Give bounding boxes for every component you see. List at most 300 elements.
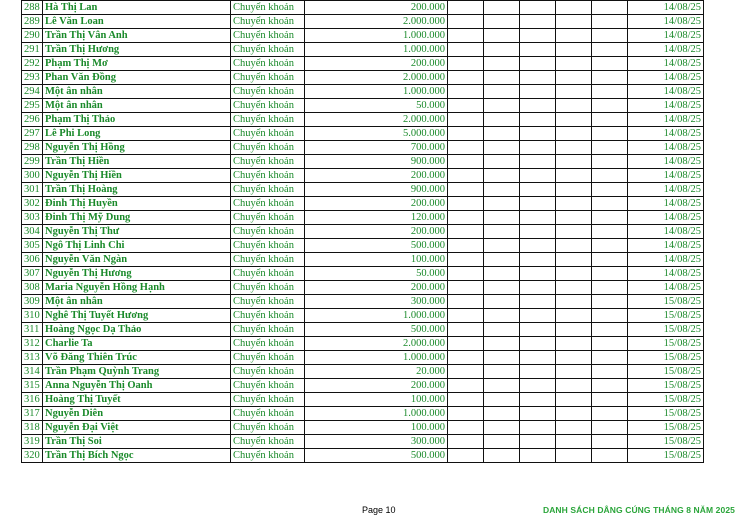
row-number: 313 [22,351,43,365]
donor-name: Nguyễn Thị Hiền [43,169,231,183]
empty-cell [484,183,520,197]
payment-method: Chuyển khoản [231,15,305,29]
donor-name: Anna Nguyễn Thị Oanh [43,379,231,393]
empty-cell [448,99,484,113]
donation-date: 15/08/25 [628,295,704,309]
table-row [22,449,704,463]
amount: 120.000 [305,211,448,225]
table-row [22,351,704,365]
empty-cell [448,155,484,169]
empty-cell [520,71,556,85]
table-row [22,309,704,323]
empty-cell [556,57,592,71]
donor-name: Nguyễn Thị Thư [43,225,231,239]
amount: 1.000.000 [305,407,448,421]
payment-method: Chuyển khoản [231,197,305,211]
table-row [22,43,704,57]
empty-cell [484,379,520,393]
empty-cell [520,43,556,57]
empty-cell [448,295,484,309]
payment-method: Chuyển khoản [231,421,305,435]
empty-cell [520,99,556,113]
donor-name: Trần Thị Hương [43,43,231,57]
donor-name: Ngô Thị Linh Chi [43,239,231,253]
empty-cell [448,127,484,141]
donation-table [21,0,704,463]
empty-cell [592,127,628,141]
empty-cell [520,29,556,43]
donation-date: 14/08/25 [628,85,704,99]
table-row [22,393,704,407]
amount: 500.000 [305,449,448,463]
empty-cell [484,57,520,71]
empty-cell [484,29,520,43]
payment-method: Chuyển khoản [231,169,305,183]
empty-cell [484,15,520,29]
empty-cell [556,197,592,211]
empty-cell [484,281,520,295]
payment-method: Chuyển khoản [231,449,305,463]
empty-cell [484,127,520,141]
table-row [22,295,704,309]
empty-cell [592,197,628,211]
row-number: 315 [22,379,43,393]
amount: 2.000.000 [305,71,448,85]
donor-name: Trần Phạm Quỳnh Trang [43,365,231,379]
table-row [22,113,704,127]
empty-cell [556,43,592,57]
empty-cell [520,323,556,337]
empty-cell [592,351,628,365]
row-number: 314 [22,365,43,379]
empty-cell [556,211,592,225]
empty-cell [448,211,484,225]
row-number: 297 [22,127,43,141]
donor-name: Nguyễn Thị Hồng [43,141,231,155]
empty-cell [556,253,592,267]
amount: 200.000 [305,379,448,393]
empty-cell [520,197,556,211]
empty-cell [556,281,592,295]
empty-cell [592,183,628,197]
empty-cell [592,295,628,309]
donor-name: Nguyễn Thị Hương [43,267,231,281]
empty-cell [556,29,592,43]
empty-cell [484,365,520,379]
empty-cell [556,239,592,253]
table-row [22,337,704,351]
empty-cell [520,85,556,99]
empty-cell [556,435,592,449]
donation-date: 14/08/25 [628,1,704,15]
payment-method: Chuyển khoản [231,183,305,197]
empty-cell [520,435,556,449]
donation-date: 14/08/25 [628,155,704,169]
empty-cell [556,309,592,323]
empty-cell [592,281,628,295]
empty-cell [592,29,628,43]
empty-cell [592,407,628,421]
payment-method: Chuyển khoản [231,365,305,379]
empty-cell [448,197,484,211]
donor-name: Võ Đăng Thiên Trúc [43,351,231,365]
donor-name: Đinh Thị Huyền [43,197,231,211]
empty-cell [484,43,520,57]
table-row [22,169,704,183]
amount: 200.000 [305,225,448,239]
empty-cell [556,127,592,141]
empty-cell [484,323,520,337]
empty-cell [448,449,484,463]
payment-method: Chuyển khoản [231,435,305,449]
amount: 200.000 [305,57,448,71]
donation-date: 15/08/25 [628,323,704,337]
amount: 1.000.000 [305,351,448,365]
donation-date: 14/08/25 [628,71,704,85]
empty-cell [556,71,592,85]
empty-cell [520,351,556,365]
payment-method: Chuyển khoản [231,57,305,71]
empty-cell [520,379,556,393]
table-row [22,85,704,99]
document-title: DANH SÁCH DÂNG CÚNG THÁNG 8 NĂM 2025 [542,505,735,515]
empty-cell [520,1,556,15]
empty-cell [520,253,556,267]
table-row [22,239,704,253]
empty-cell [556,295,592,309]
empty-cell [556,393,592,407]
empty-cell [592,211,628,225]
empty-cell [484,407,520,421]
empty-cell [520,295,556,309]
row-number: 309 [22,295,43,309]
amount: 1.000.000 [305,29,448,43]
donor-name: Lê Phi Long [43,127,231,141]
table-row [22,1,704,15]
empty-cell [448,113,484,127]
empty-cell [556,85,592,99]
donation-date: 15/08/25 [628,449,704,463]
empty-cell [592,267,628,281]
donor-name: Phạm Thị Thảo [43,113,231,127]
empty-cell [592,393,628,407]
amount: 900.000 [305,155,448,169]
row-number: 303 [22,211,43,225]
table-row [22,379,704,393]
table-row [22,253,704,267]
table-row [22,127,704,141]
empty-cell [520,281,556,295]
payment-method: Chuyển khoản [231,407,305,421]
donation-date: 14/08/25 [628,239,704,253]
empty-cell [520,169,556,183]
donation-date: 15/08/25 [628,393,704,407]
empty-cell [448,29,484,43]
donation-date: 15/08/25 [628,407,704,421]
empty-cell [448,71,484,85]
donor-name: Nghê Thị Tuyết Hương [43,309,231,323]
amount: 200.000 [305,169,448,183]
amount: 700.000 [305,141,448,155]
row-number: 291 [22,43,43,57]
amount: 100.000 [305,421,448,435]
empty-cell [448,141,484,155]
amount: 1.000.000 [305,85,448,99]
empty-cell [448,351,484,365]
donor-name: Một ân nhân [43,295,231,309]
table-row [22,183,704,197]
empty-cell [592,141,628,155]
row-number: 306 [22,253,43,267]
empty-cell [556,267,592,281]
empty-cell [448,337,484,351]
empty-cell [448,365,484,379]
empty-cell [520,421,556,435]
empty-cell [448,239,484,253]
donation-date: 15/08/25 [628,337,704,351]
empty-cell [556,449,592,463]
empty-cell [592,1,628,15]
empty-cell [592,337,628,351]
amount: 5.000.000 [305,127,448,141]
empty-cell [592,15,628,29]
empty-cell [484,253,520,267]
empty-cell [448,309,484,323]
empty-cell [520,393,556,407]
empty-cell [484,155,520,169]
empty-cell [484,337,520,351]
empty-cell [448,435,484,449]
empty-cell [484,393,520,407]
donation-date: 14/08/25 [628,99,704,113]
empty-cell [592,323,628,337]
donation-date: 14/08/25 [628,169,704,183]
payment-method: Chuyển khoản [231,295,305,309]
empty-cell [556,407,592,421]
row-number: 298 [22,141,43,155]
empty-cell [592,99,628,113]
empty-cell [448,225,484,239]
donation-date: 15/08/25 [628,365,704,379]
empty-cell [592,379,628,393]
empty-cell [520,239,556,253]
donation-date: 14/08/25 [628,281,704,295]
empty-cell [520,309,556,323]
donor-name: Trần Thị Hoàng [43,183,231,197]
row-number: 301 [22,183,43,197]
row-number: 299 [22,155,43,169]
empty-cell [448,281,484,295]
payment-method: Chuyển khoản [231,141,305,155]
empty-cell [520,211,556,225]
empty-cell [484,1,520,15]
row-number: 289 [22,15,43,29]
empty-cell [556,421,592,435]
empty-cell [520,225,556,239]
donation-date: 14/08/25 [628,183,704,197]
row-number: 316 [22,393,43,407]
donation-date: 14/08/25 [628,141,704,155]
row-number: 302 [22,197,43,211]
empty-cell [448,267,484,281]
empty-cell [592,421,628,435]
payment-method: Chuyển khoản [231,43,305,57]
empty-cell [484,421,520,435]
amount: 200.000 [305,281,448,295]
donation-date: 14/08/25 [628,29,704,43]
amount: 50.000 [305,99,448,113]
empty-cell [448,85,484,99]
payment-method: Chuyển khoản [231,309,305,323]
empty-cell [448,323,484,337]
table-row [22,421,704,435]
row-number: 317 [22,407,43,421]
amount: 2.000.000 [305,15,448,29]
donor-name: Một ân nhân [43,99,231,113]
payment-method: Chuyển khoản [231,351,305,365]
row-number: 312 [22,337,43,351]
empty-cell [484,99,520,113]
row-number: 305 [22,239,43,253]
empty-cell [556,183,592,197]
donor-name: Trần Thị Hiền [43,155,231,169]
payment-method: Chuyển khoản [231,267,305,281]
empty-cell [520,365,556,379]
empty-cell [556,141,592,155]
empty-cell [520,155,556,169]
amount: 20.000 [305,365,448,379]
table-row [22,365,704,379]
row-number: 320 [22,449,43,463]
empty-cell [556,337,592,351]
empty-cell [448,253,484,267]
empty-cell [592,239,628,253]
empty-cell [592,449,628,463]
table-row [22,225,704,239]
amount: 100.000 [305,253,448,267]
empty-cell [592,43,628,57]
donor-name: Trần Thị Soi [43,435,231,449]
empty-cell [484,225,520,239]
donation-date: 14/08/25 [628,253,704,267]
payment-method: Chuyển khoản [231,225,305,239]
empty-cell [448,183,484,197]
empty-cell [556,155,592,169]
donation-date: 14/08/25 [628,267,704,281]
empty-cell [556,379,592,393]
table-body [22,1,704,463]
table-row [22,197,704,211]
empty-cell [448,393,484,407]
payment-method: Chuyển khoản [231,155,305,169]
donor-name: Một ân nhân [43,85,231,99]
donor-name: Nguyễn Đại Việt [43,421,231,435]
row-number: 318 [22,421,43,435]
payment-method: Chuyển khoản [231,211,305,225]
donation-date: 14/08/25 [628,15,704,29]
payment-method: Chuyển khoản [231,393,305,407]
empty-cell [484,141,520,155]
empty-cell [556,225,592,239]
empty-cell [592,155,628,169]
empty-cell [556,15,592,29]
row-number: 292 [22,57,43,71]
table-row [22,267,704,281]
empty-cell [556,351,592,365]
empty-cell [484,435,520,449]
donation-date: 15/08/25 [628,309,704,323]
empty-cell [448,15,484,29]
amount: 1.000.000 [305,309,448,323]
payment-method: Chuyển khoản [231,379,305,393]
donor-name: Trần Thị Vân Anh [43,29,231,43]
donation-date: 14/08/25 [628,127,704,141]
row-number: 319 [22,435,43,449]
empty-cell [484,85,520,99]
empty-cell [520,337,556,351]
empty-cell [592,169,628,183]
payment-method: Chuyển khoản [231,337,305,351]
amount: 2.000.000 [305,337,448,351]
donor-name: Lê Văn Loan [43,15,231,29]
empty-cell [520,407,556,421]
amount: 1.000.000 [305,43,448,57]
empty-cell [484,295,520,309]
amount: 900.000 [305,183,448,197]
donor-name: Hoàng Thị Tuyết [43,393,231,407]
donor-name: Phạm Thị Mơ [43,57,231,71]
table-row [22,15,704,29]
table-row [22,29,704,43]
empty-cell [448,1,484,15]
row-number: 294 [22,85,43,99]
empty-cell [520,15,556,29]
amount: 500.000 [305,239,448,253]
empty-cell [556,323,592,337]
table-row [22,435,704,449]
row-number: 310 [22,309,43,323]
payment-method: Chuyển khoản [231,71,305,85]
donation-date: 15/08/25 [628,379,704,393]
payment-method: Chuyển khoản [231,323,305,337]
donor-name: Hà Thị Lan [43,1,231,15]
empty-cell [592,113,628,127]
empty-cell [520,141,556,155]
empty-cell [592,71,628,85]
empty-cell [448,43,484,57]
donor-name: Hoàng Ngọc Dạ Thảo [43,323,231,337]
donor-name: Charlie Ta [43,337,231,351]
empty-cell [556,169,592,183]
empty-cell [484,267,520,281]
empty-cell [592,435,628,449]
amount: 500.000 [305,323,448,337]
donation-date: 14/08/25 [628,57,704,71]
empty-cell [484,169,520,183]
empty-cell [484,71,520,85]
amount: 2.000.000 [305,113,448,127]
empty-cell [484,197,520,211]
donor-name: Trần Thị Bích Ngọc [43,449,231,463]
donation-date: 14/08/25 [628,197,704,211]
empty-cell [484,239,520,253]
empty-cell [556,365,592,379]
empty-cell [448,421,484,435]
empty-cell [448,379,484,393]
empty-cell [592,253,628,267]
empty-cell [592,85,628,99]
amount: 50.000 [305,267,448,281]
